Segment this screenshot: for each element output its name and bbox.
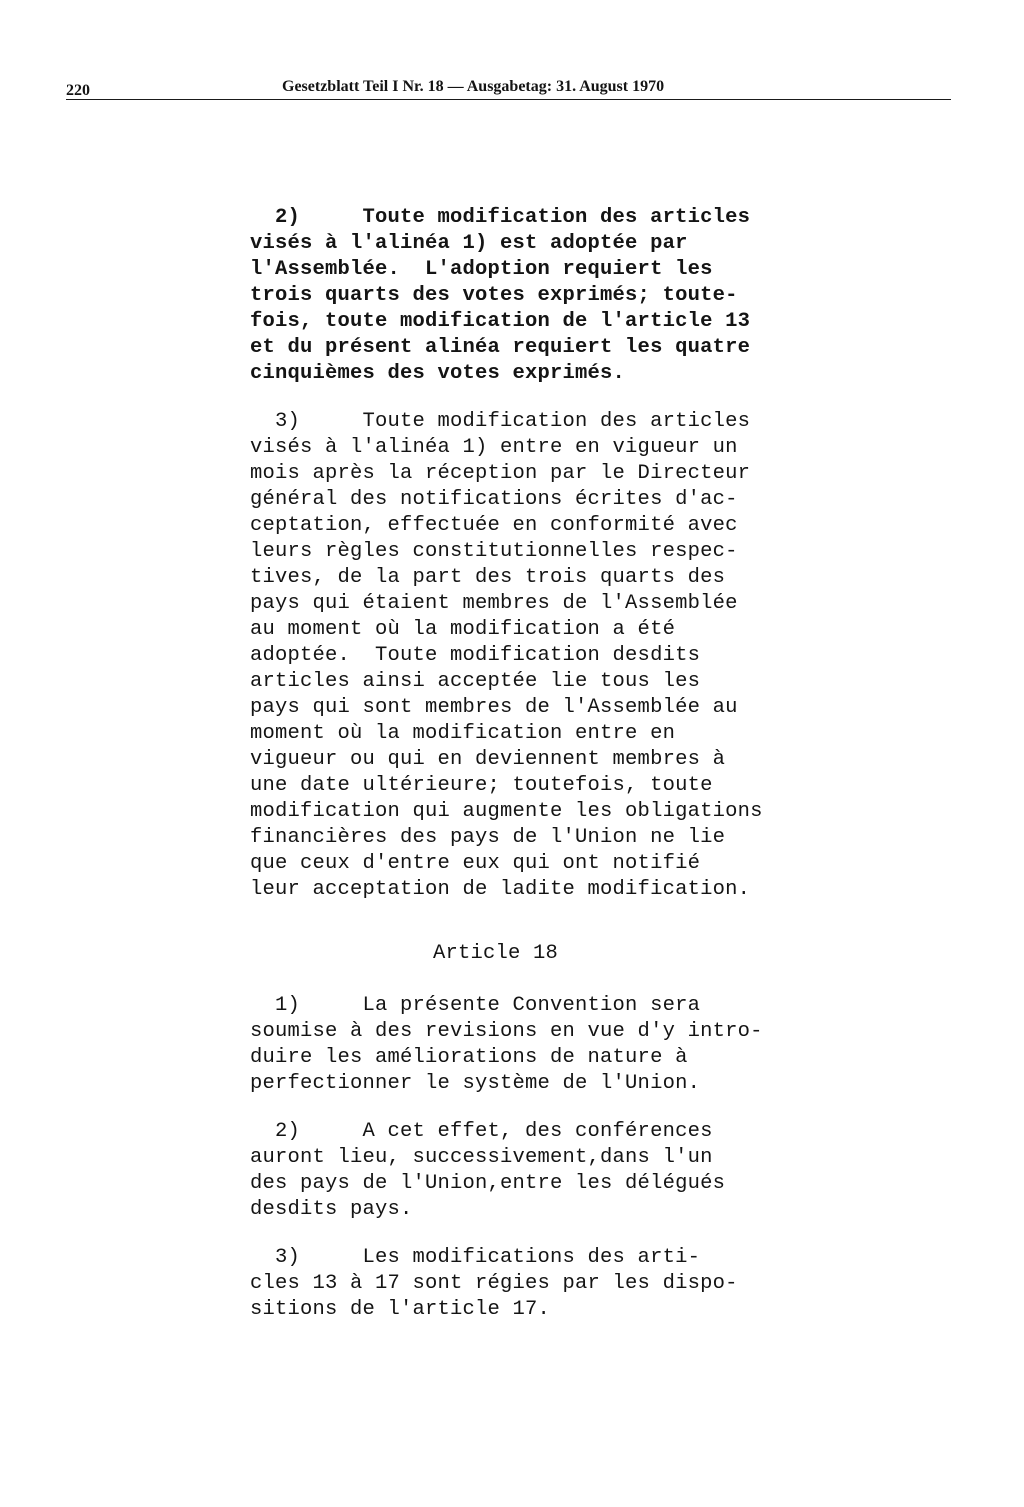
article-18-paragraph-2	[250, 1119, 790, 1223]
running-title: Gesetzblatt Teil I Nr. 18 — Ausgabetag: 31. August 1970	[282, 78, 665, 95]
text-line: desdits pays.	[250, 1198, 413, 1221]
text-line: 1) La présente Convention sera	[250, 994, 701, 1017]
text-line: leurs règles constitutionnelles respec-	[250, 540, 738, 563]
paragraph-3	[250, 409, 790, 903]
text-line: cles 13 à 17 sont régies par les dispo-	[250, 1272, 738, 1295]
text-line: que ceux d'entre eux qui ont notifié	[250, 852, 701, 875]
text-line: pays qui étaient membres de l'Assemblée	[250, 592, 738, 615]
text-line: financières des pays de l'Union ne lie	[250, 826, 726, 849]
text-line: adoptée. Toute modification desdits	[250, 644, 701, 667]
page-number: 220	[66, 82, 90, 99]
document-body	[250, 205, 790, 1345]
article-18-paragraph-3	[250, 1245, 790, 1323]
text-line: moment où la modification entre en	[250, 722, 676, 745]
text-line: au moment où la modification a été	[250, 618, 676, 641]
text-line: fois, toute modification de l'article 13	[250, 310, 751, 333]
text-line: des pays de l'Union,entre les délégués	[250, 1172, 726, 1195]
text-line: auront lieu, successivement,dans l'un	[250, 1146, 713, 1169]
text-line: visés à l'alinéa 1) entre en vigueur un	[250, 436, 738, 459]
text-line: 2) A cet effet, des conférences	[250, 1120, 713, 1143]
text-line: perfectionner le système de l'Union.	[250, 1072, 701, 1095]
text-line: général des notifications écrites d'ac-	[250, 488, 738, 511]
text-line: 3) Les modifications des arti-	[250, 1246, 701, 1269]
text-line: mois après la réception par le Directeur	[250, 462, 751, 485]
text-line: duire les améliorations de nature à	[250, 1046, 688, 1069]
article-heading: Article 18	[433, 942, 559, 965]
text-line: leur acceptation de ladite modification.	[250, 878, 751, 901]
header-divider	[66, 99, 951, 100]
text-line: articles ainsi acceptée lie tous les	[250, 670, 701, 693]
text-line: 3) Toute modification des articles	[250, 410, 751, 433]
text-line: et du présent alinéa requiert les quatre	[250, 336, 751, 359]
text-line: l'Assemblée. L'adoption requiert les	[250, 258, 713, 281]
text-line: sitions de l'article 17.	[250, 1298, 551, 1321]
text-line: 2) Toute modification des articles	[250, 206, 751, 229]
text-line: ceptation, effectuée en conformité avec	[250, 514, 738, 537]
text-line: pays qui sont membres de l'Assemblée au	[250, 696, 738, 719]
page-header	[66, 78, 950, 104]
text-line: visés à l'alinéa 1) est adoptée par	[250, 232, 688, 255]
text-line: tives, de la part des trois quarts des	[250, 566, 726, 589]
text-line: trois quarts des votes exprimés; toute-	[250, 284, 738, 307]
text-line: cinquièmes des votes exprimés.	[250, 362, 626, 385]
text-line: modification qui augmente les obligations	[250, 800, 763, 823]
article-18-paragraph-1	[250, 993, 790, 1097]
text-line: vigueur ou qui en deviennent membres à	[250, 748, 726, 771]
text-line: une date ultérieure; toutefois, toute	[250, 774, 713, 797]
text-line: soumise à des revisions en vue d'y intro-	[250, 1020, 763, 1043]
paragraph-2	[250, 205, 790, 387]
